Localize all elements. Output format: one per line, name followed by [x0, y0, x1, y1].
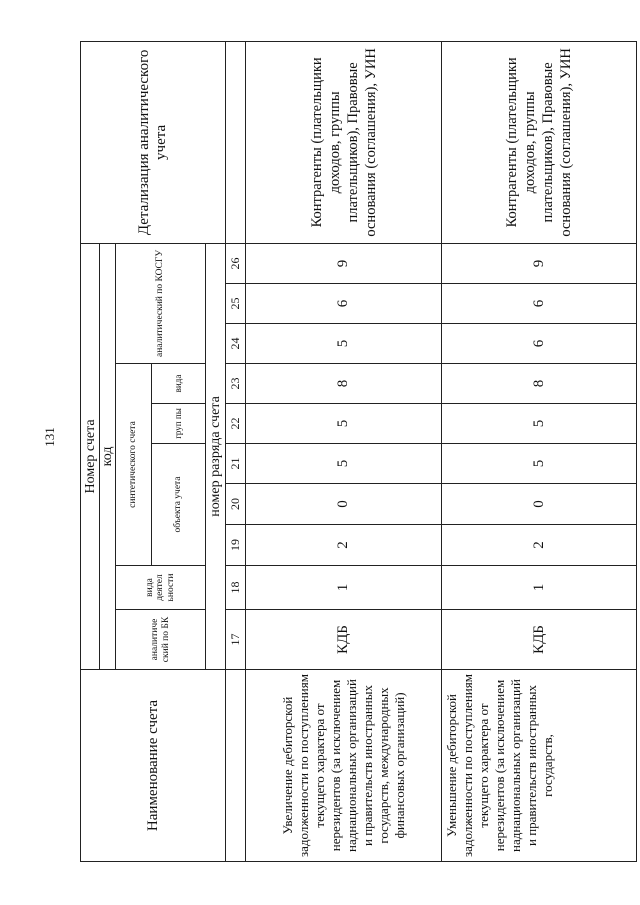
digit-26: 26 — [226, 243, 246, 283]
row-2-value-25: 6 — [442, 284, 637, 324]
header-detail: Детализация аналитического учета — [81, 41, 226, 243]
row-1-value-25: 6 — [246, 284, 442, 324]
row-1-value-20: 0 — [246, 484, 442, 525]
header-analytical-kosgu: аналитический по КОСГУ — [116, 243, 206, 363]
row-2-value-23: 8 — [442, 364, 637, 404]
digit-22: 22 — [226, 404, 246, 444]
row-1-value-24: 5 — [246, 324, 442, 364]
row-2-name: Уменьшение дебиторской задолженности по поступлениям текущего характера от нерезидентов (за исключением наднациональных организаций и правительств иностранных государств, — [442, 670, 637, 862]
row-2-value-26: 9 — [442, 243, 637, 283]
digit-25: 25 — [226, 284, 246, 324]
header-activity-type: вида деятел ьности — [116, 566, 206, 610]
row-2-value-24: 6 — [442, 324, 637, 364]
row-1-value-17: КДБ — [246, 610, 442, 670]
row-1-value-22: 5 — [246, 404, 442, 444]
header-digit-number: номер разряда счета — [206, 243, 226, 669]
digit-19: 19 — [226, 525, 246, 566]
row-2-value-17: КДБ — [442, 610, 637, 670]
header-synthetic: синтетического счета — [116, 364, 152, 566]
digit-23: 23 — [226, 364, 246, 404]
header-name-empty — [226, 670, 246, 862]
row-1-name: Увеличение дебиторской задолженности по поступлениям текущего характера от нерезидентов (за исключением наднациональных организаций и правительств иностранных государств, международных финансовых организаций) — [246, 670, 442, 862]
row-2-detail: Контрагенты (плательщики доходов, группы плательщиков), Правовые основания (соглашения), УИН — [442, 41, 637, 243]
header-kind: вида — [152, 364, 206, 404]
header-detail-empty — [226, 41, 246, 243]
header-account-name: Наименование счета — [81, 670, 226, 862]
accounts-table — [80, 41, 637, 862]
digit-18: 18 — [226, 566, 246, 610]
digit-20: 20 — [226, 484, 246, 525]
digit-21: 21 — [226, 444, 246, 484]
page-number: 131 — [42, 427, 57, 447]
header-account-number: Номер счета — [81, 243, 100, 669]
header-analytical-bk: аналитиче ский по БК — [116, 610, 206, 670]
digit-17: 17 — [226, 610, 246, 670]
row-1-detail: Контрагенты (плательщики доходов, группы плательщиков), Правовые основания (соглашения), УИН — [246, 41, 442, 243]
row-1-value-19: 2 — [246, 525, 442, 566]
header-group: груп пы — [152, 404, 206, 444]
row-1-value-18: 1 — [246, 566, 442, 610]
row-1-value-21: 5 — [246, 444, 442, 484]
row-2-value-18: 1 — [442, 566, 637, 610]
row-2-value-22: 5 — [442, 404, 637, 444]
digit-24: 24 — [226, 324, 246, 364]
rotated-table-wrapper — [80, 42, 634, 862]
row-1-value-23: 8 — [246, 364, 442, 404]
row-2-value-21: 5 — [442, 444, 637, 484]
row-2-value-19: 2 — [442, 525, 637, 566]
header-account-object: объекта учета — [152, 444, 206, 566]
row-1-value-26: 9 — [246, 243, 442, 283]
row-2-value-20: 0 — [442, 484, 637, 525]
header-code: код — [100, 243, 116, 669]
